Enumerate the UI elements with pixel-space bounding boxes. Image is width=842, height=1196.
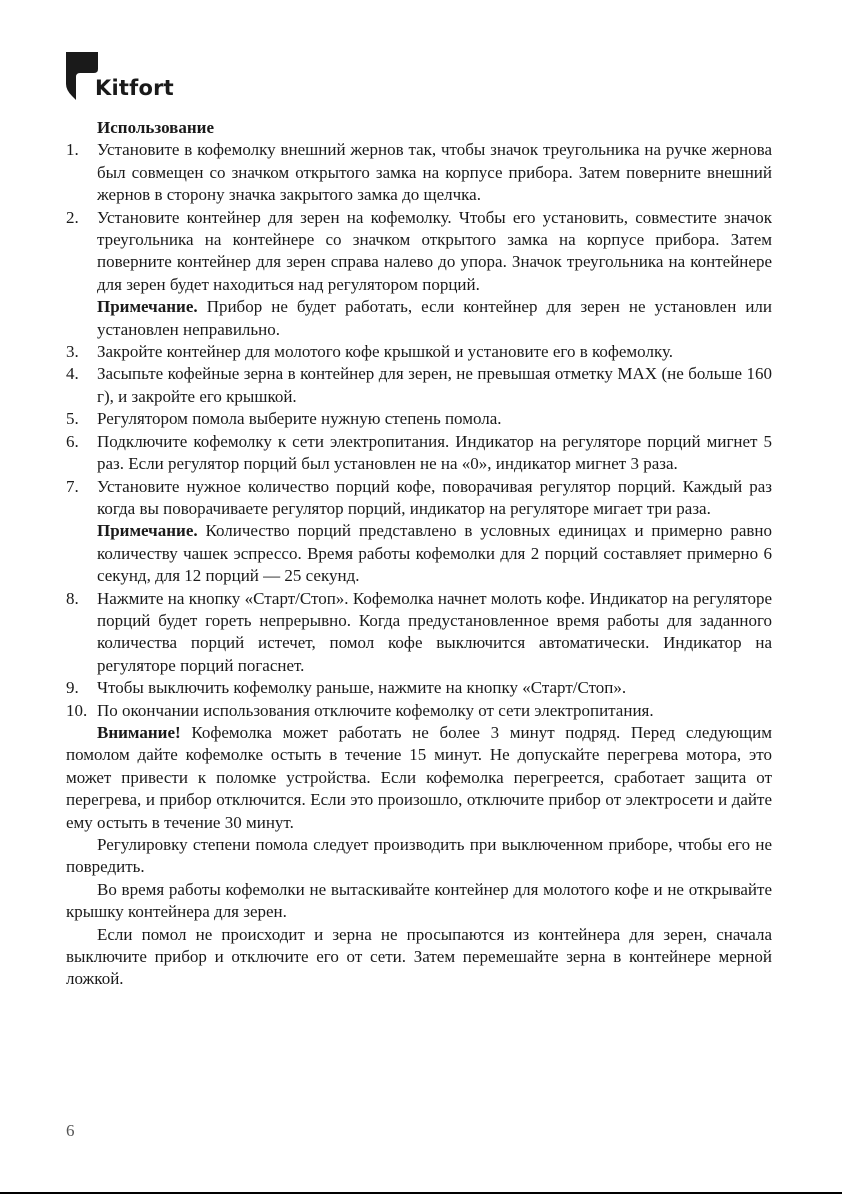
page-number: 6 bbox=[66, 1121, 75, 1140]
usage-steps bbox=[66, 139, 772, 722]
step-number: 6. bbox=[66, 431, 79, 451]
kitfort-flag-logo-icon bbox=[66, 52, 98, 100]
body-paragraph: Во время работы кофемолки не вытаскивайте контейнер для молотого кофе и не открывайте крышку контейнера для зерен. bbox=[66, 879, 772, 922]
step-number: 9. bbox=[66, 678, 79, 698]
step-text: Установите нужное количество порций кофе, поворачивая регулятор порций. Каждый раз когда вы поворачиваете регулятор порций, индикатор на регуляторе мигает три раза. bbox=[97, 476, 772, 518]
step-note bbox=[66, 296, 772, 341]
step-number: 2. bbox=[66, 207, 79, 227]
warning-paragraph bbox=[66, 722, 772, 834]
document-body bbox=[66, 117, 772, 991]
note-text: Прибор не будет работать, если контейнер для зерен не установлен или установлен неправильно. bbox=[97, 297, 773, 339]
bottom-rule bbox=[0, 1192, 842, 1194]
step-text: Регулятором помола выберите нужную степень помола. bbox=[97, 409, 502, 429]
step-item bbox=[66, 363, 772, 408]
step-number: 3. bbox=[66, 342, 79, 362]
note-label: Примечание. bbox=[97, 297, 198, 317]
step-item bbox=[66, 139, 772, 206]
step-text: Установите контейнер для зерен на кофемолку. Чтобы его установить, совместите значок треугольника на контейнере со значком открытого замка на корпусе прибора. Затем поверните контейнер для зерен справа налево до упора. Значок треугольника на контейнере для зерен будет находиться над регулятором порций. bbox=[97, 207, 772, 294]
note-label: Примечание. bbox=[97, 521, 198, 541]
step-item bbox=[66, 700, 772, 722]
step-number: 5. bbox=[66, 409, 79, 429]
brand-name: Kitfort bbox=[95, 76, 174, 100]
step-text: Подключите кофемолку к сети электропитания. Индикатор на регуляторе порций мигнет 5 раз. Если регулятор порций был установлен не на «0», индикатор мигнет 3 раза. bbox=[97, 431, 772, 474]
step-item bbox=[66, 341, 772, 363]
step-number: 4. bbox=[66, 364, 79, 384]
step-text: По окончании использования отключите кофемолку от сети электропитания. bbox=[97, 700, 654, 720]
step-item bbox=[66, 476, 772, 521]
step-text: Нажмите на кнопку «Старт/Стоп». Кофемолка начнет молоть кофе. Индикатор на регуляторе порций будет гореть непрерывно. Когда предустановленное время работы для заданного количества порций истечет, помол кофе выключится автоматически. Индикатор на регуляторе порций погаснет. bbox=[97, 588, 772, 675]
section-title: Использование bbox=[97, 118, 214, 137]
step-item bbox=[66, 207, 772, 297]
body-paragraph: Если помол не происходит и зерна не просыпаются из контейнера для зерен, сначала выключите прибор и отключите его от сети. Затем перемешайте зерна в контейнере мерной ложкой. bbox=[66, 924, 772, 989]
step-text: Закройте контейнер для молотого кофе крышкой и установите его в кофемолку. bbox=[97, 342, 674, 362]
note-text: Количество порций представлено в условных единицах и примерно равно количеству чашек эспрессо. Время работы кофемолки для 2 порций составляет примерно 6 секунд, для 12 порций — 25 секунд. bbox=[97, 521, 772, 586]
body-paragraph: Регулировку степени помола следует производить при выключенном приборе, чтобы его не повредить. bbox=[66, 835, 772, 877]
warning-label: Внимание! bbox=[97, 722, 181, 742]
step-item bbox=[66, 588, 772, 678]
step-note bbox=[66, 520, 772, 587]
step-number: 10. bbox=[66, 700, 88, 720]
step-number: 7. bbox=[66, 476, 79, 496]
step-number: 8. bbox=[66, 588, 79, 608]
step-text: Засыпьте кофейные зерна в контейнер для зерен, не превышая отметку MAX (не больше 160 г), и закройте его крышкой. bbox=[97, 364, 772, 406]
warning-text: Кофемолка может работать не более 3 минут подряд. Перед следующим помолом дайте кофемолке остыть в течение 15 минут. Не допускайте перегрева мотора, это может привести к поломке устройства. Если кофемолка перегреется, сработает защита от перегрева, и прибор отключится. Если это произошло, отключите прибор от электросети и дайте ему остыть в течение 30 минут. bbox=[66, 722, 772, 832]
step-text: Установите в кофемолку внешний жернов так, чтобы значок треугольника на ручке жернова был совмещен со значком открытого замка на корпусе прибора. Затем поверните внешний жернов в сторону значка закрытого замка до щелчка. bbox=[97, 140, 772, 205]
brand-logo bbox=[66, 52, 226, 104]
step-item bbox=[66, 677, 772, 699]
step-number: 1. bbox=[66, 140, 79, 160]
step-item bbox=[66, 408, 772, 430]
step-text: Чтобы выключить кофемолку раньше, нажмите на кнопку «Старт/Стоп». bbox=[97, 678, 627, 698]
step-item bbox=[66, 431, 772, 476]
